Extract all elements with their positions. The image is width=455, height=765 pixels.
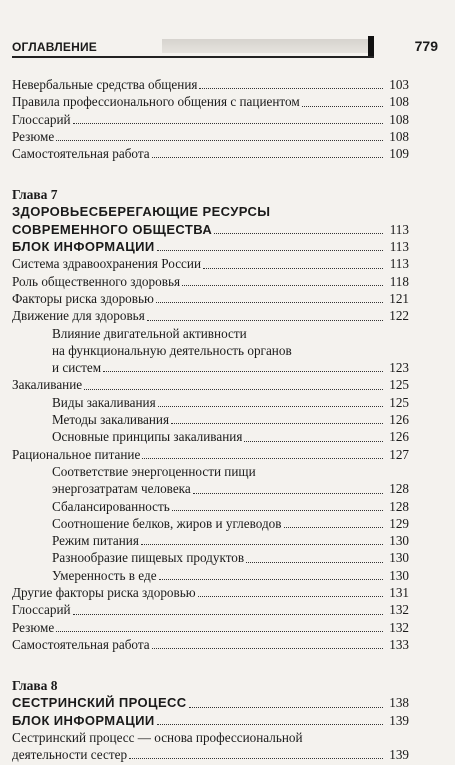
toc-entry: Самостоятельная работа 109 [12,146,409,162]
toc-subentry: Соотношение белков, жиров и углеводов 129 [52,515,409,531]
toc-entry: Рациональное питание 127 [12,446,409,462]
toc-subentry: Соответствие энергоценности пищи [52,463,256,479]
toc-entry: Роль общественного здоровья 118 [12,273,409,289]
toc-entry: Система здравоохранения России 113 [12,256,409,272]
toc-subentry: энергозатратам человека 128 [52,481,409,497]
chapter-title-line: ЗДОРОВЬЕСБЕРЕГАЮЩИЕ РЕСУРСЫ [12,204,271,220]
toc-entry: Невербальные средства общения 103 [12,77,409,92]
toc-subentry: Сбалансированность 128 [52,498,409,514]
page-number: 779 [414,38,438,54]
toc-entry: деятельности сестер 139 [12,747,409,763]
info-block-heading: БЛОК ИНФОРМАЦИИ 113 [12,239,409,255]
toc-entry: Самостоятельная работа 133 [12,636,409,652]
toc-entry: Движение для здоровья 122 [12,308,409,324]
chapter-label: Глава 8 [12,678,58,694]
running-header [12,36,442,60]
table-of-contents [12,76,409,763]
toc-subentry: Режим питания 130 [52,533,409,549]
header-rule [12,56,374,58]
toc-entry: Глоссарий 108 [12,111,409,127]
toc-subentry: Виды закаливания 125 [52,394,409,410]
header-marker [368,36,374,56]
toc-subentry: и систем 123 [52,360,409,376]
toc-entry: Резюме 132 [12,619,409,635]
toc-entry: Сестринский процесс — основа профессиональной [12,729,303,745]
toc-subentry: на функциональную деятельность органов [52,342,292,358]
chapter-title: СЕСТРИНСКИЙ ПРОЦЕСС 138 [12,695,409,711]
chapter-label: Глава 7 [12,187,58,203]
chapter-title: СОВРЕМЕННОГО ОБЩЕСТВА 113 [12,221,409,237]
toc-subentry: Основные принципы закаливания 126 [52,429,409,445]
info-block-heading: БЛОК ИНФОРМАЦИИ 139 [12,712,409,728]
toc-subentry: Влияние двигательной активности [52,325,247,341]
toc-entry: Закаливание 125 [12,377,409,393]
header-bar [162,39,372,53]
toc-entry: Резюме 108 [12,128,409,144]
toc-subentry: Разнообразие пищевых продуктов 130 [52,550,409,566]
toc-entry: Факторы риска здоровью 121 [12,290,409,306]
toc-subentry: Умеренность в еде 130 [52,567,409,583]
toc-entry: Глоссарий 132 [12,602,409,618]
toc-entry: Правила профессионального общения с пациентом 108 [12,94,409,110]
section-title: ОГЛАВЛЕНИЕ [12,40,98,54]
toc-entry: Другие факторы риска здоровью 131 [12,585,409,601]
toc-subentry: Методы закаливания 126 [52,412,409,428]
